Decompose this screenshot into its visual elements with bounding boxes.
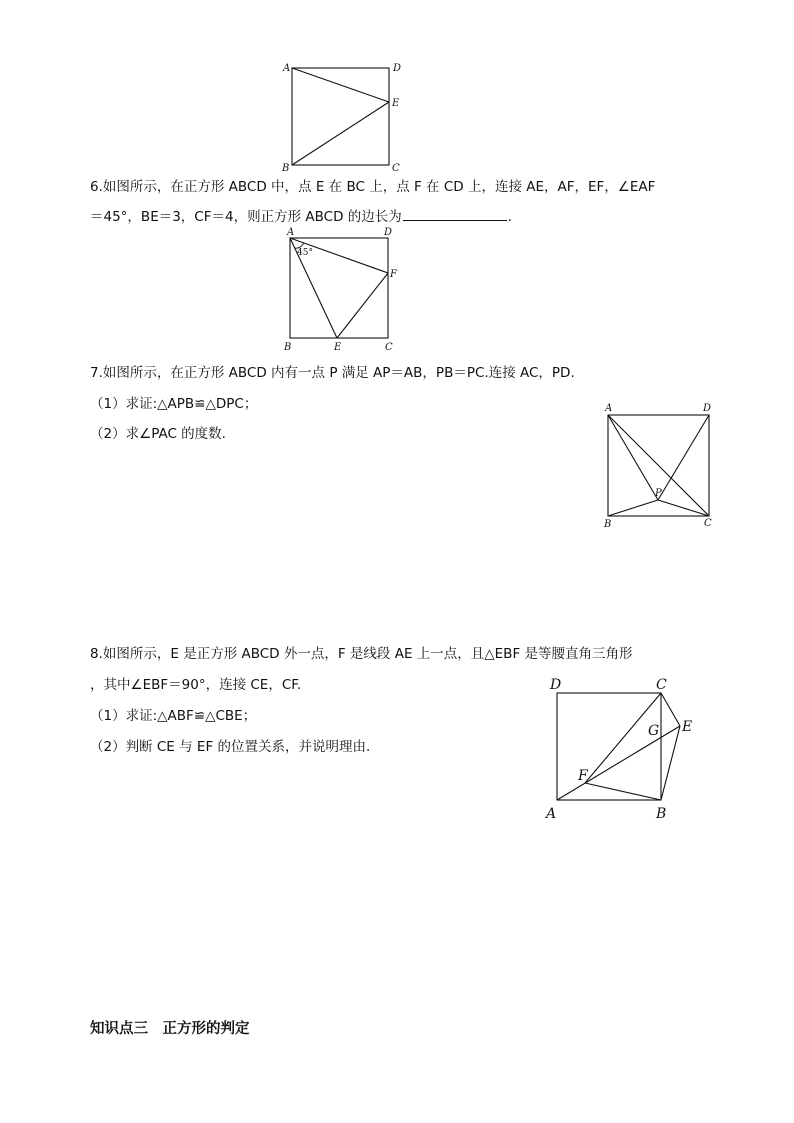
q6-line-2-text: ＝45°，BE＝3，CF＝4，则正方形 ABCD 的边长为 — [90, 209, 402, 225]
label-e: E — [334, 342, 342, 353]
label-d: D — [393, 63, 402, 74]
label-e: E — [682, 719, 693, 735]
segment-ac — [608, 415, 709, 516]
label-c: C — [385, 342, 393, 353]
label-f: F — [578, 768, 588, 784]
label-e: E — [392, 98, 400, 109]
segment-pb — [608, 500, 658, 516]
section-heading: 知识点三 正方形的判定 — [90, 1021, 250, 1037]
figure-q5 — [270, 55, 420, 175]
q6-line-1: 6.如图所示，在正方形 ABCD 中，点 E 在 BC 上，点 F 在 CD 上，连接 AE，AF，EF，∠EAF — [90, 179, 656, 195]
square-abcd — [292, 68, 389, 165]
segment-ce — [661, 693, 680, 726]
label-d: D — [550, 677, 562, 693]
q7-part-1: （1）求证:△APB≌△DPC； — [90, 396, 258, 412]
label-c: C — [656, 677, 667, 693]
segment-pd — [658, 415, 709, 500]
segment-ef — [337, 273, 388, 338]
label-a: A — [283, 63, 291, 74]
label-a: A — [605, 403, 613, 414]
q7-line-1: 7.如图所示，在正方形 ABCD 内有一点 P 满足 AP＝AB，PB＝PC.连接 AC，PD. — [90, 365, 575, 381]
label-b: B — [656, 806, 667, 822]
segment-be — [661, 726, 680, 800]
q7-part-2: （2）求∠PAC 的度数. — [90, 426, 226, 442]
figure-q8 — [540, 672, 710, 827]
q8-line-1: 8.如图所示，E 是正方形 ABCD 外一点，F 是线段 AE 上一点，且△EBF 是等腰直角三角形 — [90, 646, 633, 662]
figure-q6 — [275, 222, 405, 357]
figure-q7 — [597, 400, 722, 530]
q6-line-2-end: . — [507, 209, 513, 225]
q8-part-2: （2）判断 CE 与 EF 的位置关系，并说明理由. — [90, 739, 371, 755]
label-d: D — [703, 403, 712, 414]
label-b: B — [284, 342, 292, 353]
label-p: P — [655, 488, 662, 499]
label-d: D — [384, 227, 393, 238]
q8-line-2: ，其中∠EBF＝90°，连接 CE，CF. — [90, 677, 302, 693]
label-c: C — [704, 518, 712, 529]
label-b: B — [604, 519, 612, 530]
label-c: C — [392, 163, 400, 174]
answer-blank[interactable] — [403, 206, 507, 221]
q8-part-1: （1）求证:△ABF≌△CBE； — [90, 708, 257, 724]
label-angle-45: 45° — [297, 248, 313, 258]
label-a: A — [287, 227, 295, 238]
segment-ae — [292, 68, 389, 102]
label-f: F — [390, 269, 397, 280]
segment-be — [292, 102, 389, 165]
label-a: A — [546, 806, 557, 822]
label-b: B — [282, 163, 290, 174]
segment-bf — [585, 783, 661, 800]
label-g: G — [648, 723, 660, 739]
